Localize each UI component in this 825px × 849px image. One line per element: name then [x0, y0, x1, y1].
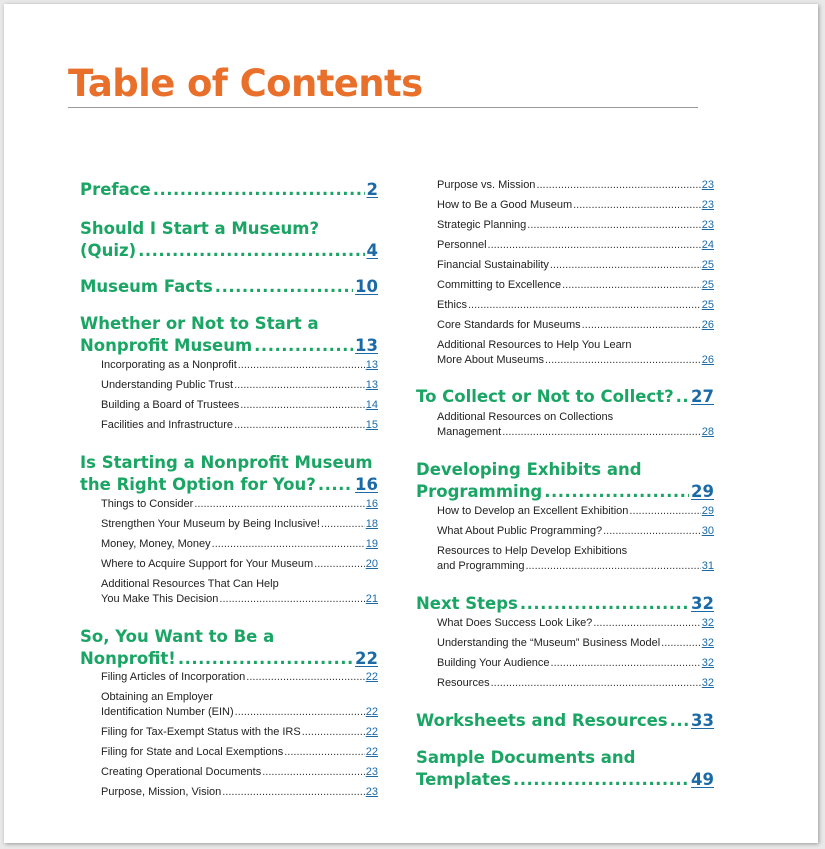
page-link[interactable]: 28 [701, 426, 714, 438]
toc-item[interactable]: Resources to Help Develop Exhibitions and Programming ..... 31 [437, 544, 714, 574]
toc-item[interactable]: Additional Resources to Help You Learn More About Museums ..... 26 [437, 338, 714, 368]
page-link[interactable]: 22 [365, 746, 378, 758]
toc-section-worksheets[interactable]: Worksheets and Resources ..... 33 [416, 710, 714, 732]
toc-item[interactable]: Building a Board of Trustees ..... 14 [101, 398, 378, 413]
page-link[interactable]: 32 [691, 594, 714, 613]
page-link[interactable]: 32 [701, 657, 714, 669]
toc-item[interactable]: Things to Consider ..... 16 [101, 497, 378, 512]
page-link[interactable]: 15 [365, 419, 378, 431]
page-link[interactable]: 31 [701, 560, 714, 572]
toc-item[interactable]: Filing for State and Local Exemptions ..... 22 [101, 745, 378, 760]
toc-item[interactable]: Additional Resources That Can Help You Make This Decision ..... 21 [101, 577, 378, 607]
toc-item[interactable]: Facilities and Infrastructure ..... 15 [101, 418, 378, 433]
page-link[interactable]: 22 [355, 649, 378, 668]
page-link[interactable]: 24 [701, 239, 714, 251]
toc-section-exhibits[interactable]: Developing Exhibits and Programming ..... 29 [416, 459, 714, 503]
toc-item[interactable]: Strategic Planning ..... 23 [437, 218, 714, 233]
toc-section-preface[interactable]: Preface ..... 2 [80, 179, 378, 201]
page-link[interactable]: 25 [701, 299, 714, 311]
page-link[interactable]: 49 [691, 770, 714, 789]
toc-item[interactable]: How to Develop an Excellent Exhibition ..... 29 [437, 504, 714, 519]
page-link[interactable]: 22 [365, 671, 378, 683]
title-divider [68, 107, 698, 108]
toc-item[interactable]: Money, Money, Money ..... 19 [101, 537, 378, 552]
document-page [4, 4, 818, 843]
toc-item[interactable]: Resources ..... 32 [437, 676, 714, 691]
toc-item[interactable]: Incorporating as a Nonprofit ..... 13 [101, 358, 378, 373]
page-link[interactable]: 4 [366, 241, 378, 260]
page-link[interactable]: 10 [355, 277, 378, 296]
page-link[interactable]: 19 [365, 538, 378, 550]
page-link[interactable]: 16 [365, 498, 378, 510]
toc-item[interactable]: Building Your Audience ..... 32 [437, 656, 714, 671]
page-link[interactable]: 16 [355, 475, 378, 494]
toc-item[interactable]: Ethics ..... 25 [437, 298, 714, 313]
toc-item[interactable]: Where to Acquire Support for Your Museum ..... 20 [101, 557, 378, 572]
toc-item[interactable]: Financial Sustainability ..... 25 [437, 258, 714, 273]
toc-item[interactable]: How to Be a Good Museum ..... 23 [437, 198, 714, 213]
page-link[interactable]: 23 [365, 766, 378, 778]
page-link[interactable]: 32 [701, 637, 714, 649]
toc-item[interactable]: Filing Articles of Incorporation ..... 22 [101, 670, 378, 685]
toc-item[interactable]: Purpose vs. Mission ..... 23 [437, 178, 714, 193]
page-link[interactable]: 13 [365, 379, 378, 391]
toc-section-museum-facts[interactable]: Museum Facts ..... 10 [80, 276, 378, 298]
toc-item[interactable]: Strengthen Your Museum by Being Inclusive! ..... 18 [101, 517, 378, 532]
page-link[interactable]: 25 [701, 279, 714, 291]
toc-section-quiz[interactable]: Should I Start a Museum? (Quiz) ..... 4 [80, 218, 378, 262]
toc-section-samples[interactable]: Sample Documents and Templates ..... 49 [416, 747, 714, 791]
page-link[interactable]: 2 [366, 180, 378, 199]
toc-section-next-steps[interactable]: Next Steps ..... 32 [416, 593, 714, 615]
toc-item[interactable]: Additional Resources on Collections Management ..... 28 [437, 410, 714, 440]
page-link[interactable]: 30 [701, 525, 714, 537]
page-link[interactable]: 26 [701, 354, 714, 366]
toc-item[interactable]: Committing to Excellence ..... 25 [437, 278, 714, 293]
toc-item[interactable]: Understanding the “Museum” Business Model ..... 32 [437, 636, 714, 651]
toc-item[interactable]: Core Standards for Museums ..... 26 [437, 318, 714, 333]
toc-item[interactable]: What About Public Programming? ..... 30 [437, 524, 714, 539]
page-link[interactable]: 14 [365, 399, 378, 411]
toc-section-whether[interactable]: Whether or Not to Start a Nonprofit Museum ..... 13 [80, 313, 378, 357]
page-link[interactable]: 23 [701, 199, 714, 211]
toc-item[interactable]: Purpose, Mission, Vision ..... 23 [101, 785, 378, 800]
page-link[interactable]: 29 [701, 505, 714, 517]
page-link[interactable]: 21 [365, 593, 378, 605]
page-title: Table of Contents [68, 62, 423, 105]
toc-section-collect[interactable]: To Collect or Not to Collect? ..... 27 [416, 386, 714, 408]
page-link[interactable]: 22 [365, 726, 378, 738]
page-link[interactable]: 33 [691, 711, 714, 730]
page-link[interactable]: 26 [701, 319, 714, 331]
toc-item[interactable]: Personnel ..... 24 [437, 238, 714, 253]
toc-item[interactable]: Obtaining an Employer Identification Number (EIN) ..... 22 [101, 690, 378, 720]
toc-item[interactable]: Understanding Public Trust ..... 13 [101, 378, 378, 393]
page-link[interactable]: 22 [365, 706, 378, 718]
page-link[interactable]: 29 [691, 482, 714, 501]
page-link[interactable]: 23 [365, 786, 378, 798]
page-link[interactable]: 20 [365, 558, 378, 570]
toc-section-right-option[interactable]: Is Starting a Nonprofit Museum the Right Option for You? ..... 16 [80, 452, 378, 496]
page-link[interactable]: 23 [701, 179, 714, 191]
toc-item[interactable]: Filing for Tax-Exempt Status with the IRS ..... 22 [101, 725, 378, 740]
page-link[interactable]: 32 [701, 617, 714, 629]
page-link[interactable]: 13 [355, 336, 378, 355]
page-link[interactable]: 23 [701, 219, 714, 231]
toc-item[interactable]: What Does Success Look Like? ..... 32 [437, 616, 714, 631]
page-link[interactable]: 27 [691, 387, 714, 406]
toc-item[interactable]: Creating Operational Documents ..... 23 [101, 765, 378, 780]
page-link[interactable]: 25 [701, 259, 714, 271]
page-link[interactable]: 13 [365, 359, 378, 371]
toc-section-nonprofit[interactable]: So, You Want to Be a Nonprofit! ..... 22 [80, 626, 378, 670]
page-link[interactable]: 32 [701, 677, 714, 689]
page-link[interactable]: 18 [365, 518, 378, 530]
